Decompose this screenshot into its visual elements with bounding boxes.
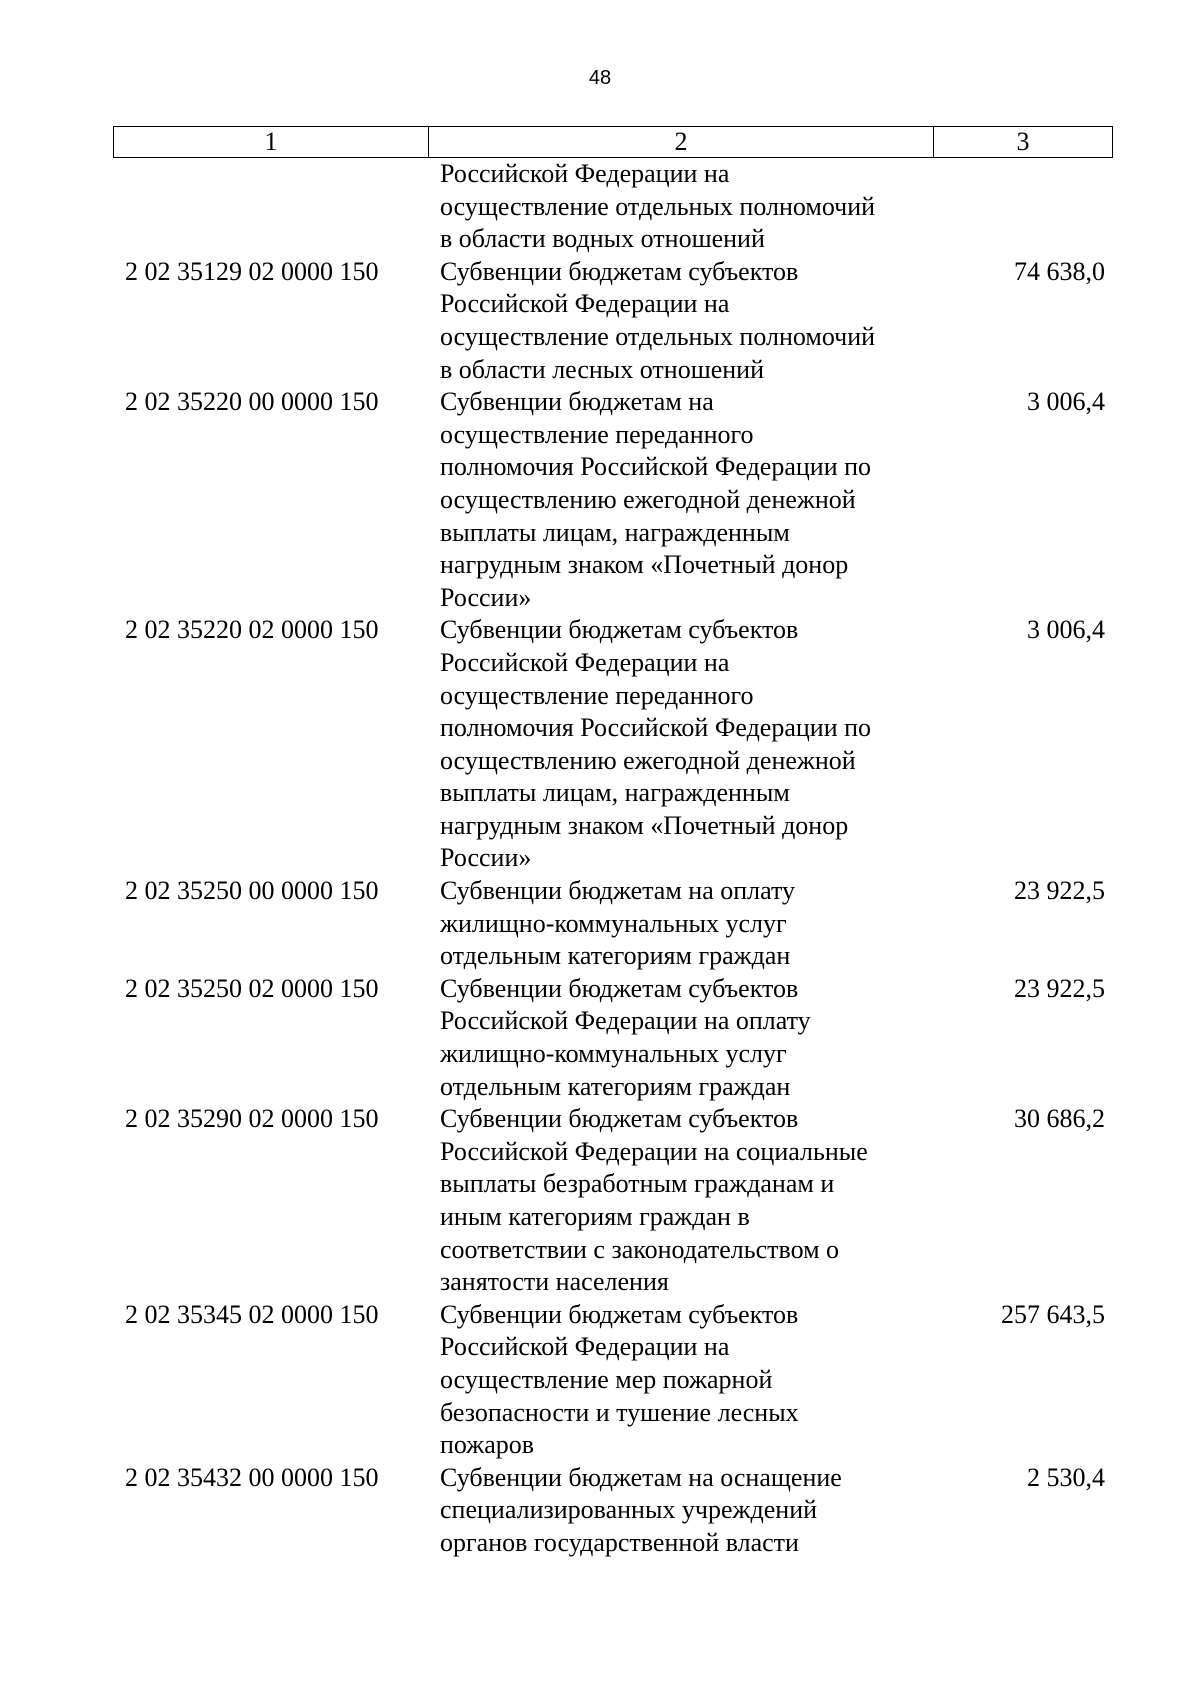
- amount: 3 006,4: [1027, 387, 1105, 417]
- revenue-code: 2 02 35345 02 0000 150: [125, 1299, 379, 1329]
- description-line: в области водных отношений: [440, 224, 765, 254]
- revenue-code: 2 02 35220 00 0000 150: [125, 387, 379, 417]
- amount: [933, 158, 1113, 256]
- description-line: отдельным категориям граждан: [440, 1071, 791, 1101]
- description-line: выплаты безработным гражданам и: [440, 1169, 835, 1199]
- table-row: [113, 1299, 1113, 1462]
- description-line: Субвенции бюджетам субъектов: [440, 256, 799, 286]
- description-line: выплаты лицам, награжденным: [440, 517, 790, 547]
- header-column-2: 2: [429, 127, 934, 157]
- description-line: специализированных учреждений: [440, 1495, 818, 1525]
- description-line: Российской Федерации на: [440, 647, 730, 677]
- description-line: Субвенции бюджетам субъектов: [440, 973, 799, 1003]
- amount: 30 686,2: [1014, 1104, 1105, 1134]
- table-row: [113, 973, 1113, 1103]
- table-row: [113, 875, 1113, 973]
- description-line: осуществление переданного: [440, 419, 754, 449]
- description-line: Субвенции бюджетам на оплату: [440, 876, 796, 906]
- revenue-code: 2 02 35129 02 0000 150: [125, 256, 379, 286]
- description-line: осуществление отдельных полномочий: [440, 321, 876, 351]
- description-line: выплаты лицам, награжденным: [440, 778, 790, 808]
- description-line: России»: [440, 843, 532, 873]
- table-row: [113, 256, 1113, 386]
- revenue-description: [428, 1462, 933, 1560]
- revenue-code: 2 02 35250 02 0000 150: [125, 973, 379, 1003]
- amount: 3 006,4: [1027, 615, 1105, 645]
- description-line: Субвенции бюджетам на оснащение: [440, 1462, 842, 1492]
- description-line: осуществление мер пожарной: [440, 1364, 773, 1394]
- amount: 74 638,0: [1014, 256, 1105, 286]
- description-line: занятости населения: [440, 1267, 669, 1297]
- description-line: органов государственной власти: [440, 1527, 799, 1557]
- table-row: [113, 1103, 1113, 1299]
- revenue-description: [428, 158, 933, 256]
- description-line: жилищно-коммунальных услуг: [440, 1039, 787, 1069]
- table-header: [113, 126, 1113, 158]
- revenue-description: [428, 386, 933, 614]
- description-line: осуществлению ежегодной денежной: [440, 745, 856, 775]
- description-line: Субвенции бюджетам субъектов: [440, 1299, 799, 1329]
- description-line: Субвенции бюджетам на: [440, 387, 714, 417]
- description-line: нагрудным знаком «Почетный донор: [440, 810, 849, 840]
- revenue-code: 2 02 35220 02 0000 150: [125, 615, 379, 645]
- amount: 23 922,5: [1014, 973, 1105, 1003]
- table-row: [113, 386, 1113, 614]
- revenue-description: [428, 1299, 933, 1462]
- description-line: Российской Федерации на: [440, 159, 730, 188]
- description-line: в области лесных отношений: [440, 354, 765, 384]
- description-line: Российской Федерации на: [440, 289, 730, 319]
- revenue-description: [428, 614, 933, 875]
- revenue-code: 2 02 35432 00 0000 150: [125, 1462, 379, 1492]
- description-line: Российской Федерации на социальные: [440, 1136, 868, 1166]
- description-line: жилищно-коммунальных услуг: [440, 908, 787, 938]
- revenue-description: [428, 875, 933, 973]
- header-column-3: 3: [1016, 127, 1030, 156]
- description-line: осуществление переданного: [440, 680, 754, 710]
- description-line: соответствии с законодательством о: [440, 1234, 840, 1264]
- amount: 23 922,5: [1014, 876, 1105, 906]
- description-line: пожаров: [440, 1430, 535, 1460]
- revenue-code: 2 02 35290 02 0000 150: [125, 1104, 379, 1134]
- amount: 2 530,4: [1027, 1462, 1105, 1492]
- table-body: [113, 158, 1113, 1560]
- description-line: Российской Федерации на: [440, 1332, 730, 1362]
- description-line: отдельным категориям граждан: [440, 941, 791, 971]
- description-line: осуществлению ежегодной денежной: [440, 484, 856, 514]
- description-line: Субвенции бюджетам субъектов: [440, 1104, 799, 1134]
- description-line: полномочия Российской Федерации по: [440, 713, 872, 743]
- description-line: иным категориям граждан в: [440, 1202, 750, 1231]
- revenue-description: [428, 973, 933, 1103]
- revenue-code: [113, 158, 428, 256]
- table-row: [113, 1462, 1113, 1560]
- description-line: безопасности и тушение лесных: [440, 1397, 799, 1427]
- revenue-description: [428, 1103, 933, 1299]
- header-column-1: 1: [114, 127, 429, 157]
- description-line: России»: [440, 582, 532, 612]
- revenue-description: [428, 256, 933, 386]
- revenue-code: 2 02 35250 00 0000 150: [125, 876, 379, 906]
- description-line: полномочия Российской Федерации по: [440, 452, 872, 482]
- description-line: Российской Федерации на оплату: [440, 1006, 811, 1036]
- description-line: Субвенции бюджетам субъектов: [440, 615, 799, 645]
- description-line: осуществление отдельных полномочий: [440, 191, 876, 221]
- page-number: 48: [588, 67, 612, 89]
- table-row: [113, 158, 1113, 256]
- description-line: нагрудным знаком «Почетный донор: [440, 550, 849, 580]
- amount: 257 643,5: [1001, 1299, 1105, 1329]
- table-row: [113, 614, 1113, 875]
